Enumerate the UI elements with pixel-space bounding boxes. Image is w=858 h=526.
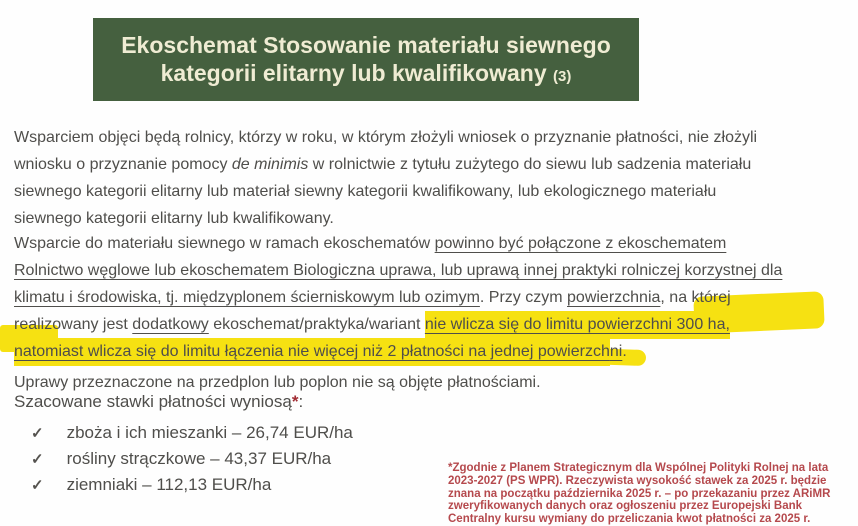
slide-title-banner — [93, 18, 639, 101]
text-segment: Szacowane stawki płatności wyniosą — [14, 392, 292, 411]
text-segment: ni — [609, 343, 623, 360]
text-segment: nie wlicza się do limitu powierzchni 300 ha, — [425, 311, 730, 339]
text-line — [14, 178, 757, 205]
footnote-line: znana na początku października 2025 r. – po przekazaniu przez ARiMR — [448, 487, 831, 500]
footnote-line: 2023-2027 (PS WPR). Rzeczywista wysokość stawek za 2025 r. będzie — [448, 474, 827, 487]
footnote-line: Centralny kursu wymiany do przeliczania kwot płatności za 2025 r. — [448, 513, 811, 526]
text-line — [14, 257, 782, 284]
rates-intro — [14, 390, 353, 414]
text-line — [14, 230, 782, 257]
slide-title-line2 — [93, 59, 639, 91]
rate-text: zboża i ich mieszanki – 26,74 EUR/ha — [66, 423, 353, 442]
text-segment: * — [291, 392, 299, 411]
text-segment: powierzchnia — [567, 289, 661, 306]
text-segment: Wsparcie do materiału siewnego w ramach ekoschematów — [14, 235, 435, 252]
text-line — [14, 311, 782, 338]
text-segment: de minimis — [231, 156, 309, 173]
text-line — [14, 124, 757, 151]
slide-title-line2-text: kategorii elitarny lub kwalifikowany — [160, 60, 554, 86]
rate-text: ziemniaki – 112,13 EUR/ha — [66, 475, 272, 494]
paragraph-eligibility — [14, 124, 757, 232]
footnote-line: *Zgodnie z Planem Strategicznym dla Wspólnej Polityki Rolnej na lata — [448, 462, 829, 474]
text-segment: klimatu i środowiska, tj. międzyplonem ścierniskowym lub ozimym — [14, 289, 480, 306]
text-segment: . Przy czym — [479, 289, 568, 306]
paragraph-combination-rules — [14, 230, 782, 365]
checkmark-icon: ✓ — [31, 451, 44, 468]
text-segment: wniosku o przyznanie pomocy — [14, 156, 232, 173]
footnote — [448, 462, 830, 526]
text-line — [14, 205, 757, 232]
text-segment: natomiast wlicza się do limitu łączenia nie więcej niż 2 płatności na jednej powierzch — [14, 338, 610, 366]
text-segment: dodatkowy — [132, 316, 209, 333]
list-item — [14, 446, 353, 472]
payment-rates-section — [14, 390, 353, 498]
text-segment: . — [622, 343, 627, 360]
text-segment: realizowany jest — [14, 316, 133, 333]
slide-title-line1: Ekoschemat Stosowanie materiału siewnego — [121, 32, 611, 58]
checkmark-icon: ✓ — [31, 477, 44, 494]
text-segment: ekoschemat/praktyka/wariant — [208, 316, 425, 333]
checkmark-icon: ✓ — [31, 425, 44, 442]
rate-text: rośliny strączkowe – 43,37 EUR/ha — [66, 449, 332, 468]
text-segment: : — [298, 392, 304, 411]
text-segment: Wsparciem objęci będą rolnicy, którzy w roku, w którym złożyli wniosek o przyznanie płatności, nie złożyli — [14, 129, 758, 146]
slide-title-number: (3) — [553, 68, 572, 85]
list-item — [14, 472, 353, 498]
text-segment: Rolnictwo węglowe lub ekoschematem Biologiczna uprawa, lub uprawą innej praktyki rolniczej korzystnej dla — [14, 262, 783, 279]
text-line — [14, 151, 757, 178]
footnote-line: zweryfikowanych danych oraz ogłoszeniu przez Europejski Bank — [448, 500, 803, 513]
text-segment: siewnego kategorii elitarny lub materiał siewny kategorii kwalifikowany, lub ekologicznego materiału — [14, 183, 717, 200]
list-item — [14, 420, 353, 446]
text-segment: siewnego kategorii elitarny lub kwalifikowany. — [14, 210, 334, 227]
text-segment: , na której — [660, 289, 731, 306]
text-line — [14, 338, 782, 365]
text-line: Uprawy przeznaczone na przedplon lub poplon nie są objęte płatnościami. — [14, 374, 541, 391]
text-segment: w rolnictwie z tytułu zużytego do siewu lub sadzenia materiału — [308, 156, 752, 173]
text-line — [14, 284, 782, 311]
text-segment: powinno być połączone z ekoschematem — [434, 235, 727, 252]
